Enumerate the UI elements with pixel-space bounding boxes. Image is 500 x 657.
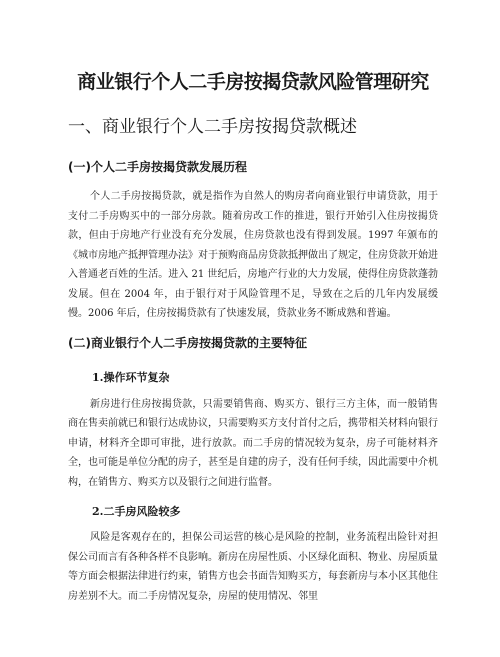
paragraph-history: 个人二手房按揭贷款，就是指作为自然人的购房者向商业银行申请贷款，用于支付二手房购买中的一部分房款。随着房改工作的推进，银行开始引入住房按揭贷款，但由于房地产行业没有充分发展，住房贷款也没有得到发展。1997 年颁布的《城市房地产抵押管理办法》对于预购商品房贷款抵押做出了规定，住房贷款开始进入普通老百姓的生活。进入 21 世纪后，房地产行业的大力发展，使得住房贷款蓬勃发展。但在 2004 年，由于银行对于风险管理不足，导致在之后的几年内发展缓慢。2006 年后，住房按揭贷款有了快速发展，贷款业务不断成熟和普遍。 [68,191,438,319]
paragraph-complex-operation: 新房进行住房按揭贷款，只需要销售商、购买方、银行三方主体，而一般销售商在售卖前就已和银行达成协议，只需要购买方支付首付之后，携带相关材料向银行申请，材料齐全即可审批，进行放款。而二手房的情况较为复杂，房子可能材料齐全，也可能是单位分配的房子，甚至是自建的房子，没有任何手续，因此需要中介机构，在销售方、购买方以及银行之间进行监督。 [68,398,438,488]
section-heading-overview: 一、商业银行个人二手房按揭贷款概述 [68,117,357,137]
document-title: 商业银行个人二手房按揭贷款风险管理研究 [77,71,429,93]
point-heading-complex-operation: 1.操作环节复杂 [92,370,170,384]
subsection-heading-history: (一)个人二手房按揭贷款发展历程 [68,160,247,174]
paragraph-risks: 风险是客观存在的，担保公司运营的核心是风险的控制，业务流程出险针对担保公司而言有各种各样不良影响。新房在房屋性质、小区绿化面积、物业、房屋质量等方面会根据法律进行约束，销售方也会书面告知购买方，每套新房与本小区其他住房差别不大。而二手房情况复杂，房屋的使用情况、邻里 [68,532,438,602]
point-heading-risks: 2.二手房风险较多 [92,505,181,518]
subsection-heading-features: (二)商业银行个人二手房按揭贷款的主要特征 [68,335,307,350]
